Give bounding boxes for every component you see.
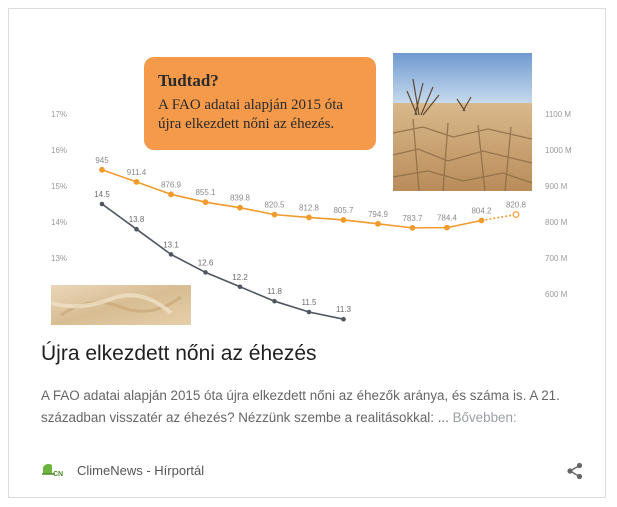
right-axis-tick: 1000 M (545, 146, 572, 155)
hunger-rate-point (134, 227, 139, 232)
hungry-count-label: 804.2 (471, 206, 492, 216)
did-you-know-callout (144, 57, 376, 150)
hungry-count-label: 794.9 (367, 209, 389, 219)
hungry-count-label: 839.8 (229, 193, 251, 203)
hungry-count-label: 820.8 (505, 200, 527, 210)
source-name[interactable]: ClimeNews - Hírportál (77, 463, 205, 478)
hungry-count-label: 945 (95, 155, 109, 165)
left-axis-tick: 13% (51, 254, 68, 263)
description-text: A FAO adatai alapján 2015 óta újra elkezdett nőni az éhezők aránya, és száma is. A 21. században visszatér az éhezés? Nézzünk szembe a realitásokkal: ... (41, 388, 560, 425)
left-axis-tick: 14% (51, 218, 68, 227)
hungry-count-point (513, 212, 519, 218)
hunger-rate-point (203, 270, 208, 275)
hungry-count-point (272, 212, 277, 217)
hunger-rate-label: 13.1 (163, 240, 179, 250)
hunger-rate-point (341, 317, 346, 322)
hungry-count-point (100, 168, 105, 173)
hungry-count-label: 812.8 (298, 203, 320, 213)
hungry-count-point (238, 205, 243, 210)
hunger-rate-label: 11.8 (267, 287, 282, 297)
article-card[interactable] (8, 8, 606, 498)
callout-title: Tudtad? (158, 71, 219, 90)
left-axis-tick: 17% (51, 110, 68, 119)
hunger-rate-label: 12.6 (197, 258, 214, 268)
hungry-count-label: 911.4 (126, 167, 147, 177)
hungry-count-point (376, 222, 381, 227)
callout-body: A FAO adatai alapján 2015 óta újra elkezdett nőni az éhezés. (158, 97, 344, 132)
hungry-count-point (341, 218, 346, 223)
hunger-rate-point (100, 202, 105, 207)
logo-text: CN (53, 471, 64, 478)
hungry-count-point (307, 215, 312, 220)
hungry-count-point (410, 226, 415, 231)
hungry-count-label: 784.4 (436, 213, 458, 223)
source-logo-icon (41, 460, 68, 480)
hungry-count-label: 855.1 (195, 188, 216, 198)
hungry-count-point (169, 192, 174, 197)
hungry-count-point (445, 225, 450, 230)
hungry-count-label: 783.7 (402, 213, 423, 223)
right-axis-tick: 700 M (545, 254, 568, 263)
hungry-count-label: 820.5 (264, 200, 285, 210)
hunger-rate-point (307, 310, 312, 315)
right-axis-tick: 900 M (545, 182, 568, 191)
desert-photo (393, 53, 532, 191)
hunger-rate-label: 12.2 (232, 272, 248, 282)
hunger-rate-point (169, 252, 174, 257)
hunger-rate-label: 13.8 (128, 215, 145, 225)
right-axis-tick: 1100 M (545, 110, 572, 119)
right-axis-tick: 800 M (545, 218, 568, 227)
hungry-count-point (134, 180, 139, 185)
hunger-rate-label: 11.3 (336, 305, 351, 315)
hunger-rate-label: 11.5 (301, 298, 317, 307)
left-axis-tick: 15% (51, 182, 68, 191)
share-icon[interactable] (565, 461, 585, 481)
article-description (41, 385, 581, 429)
hungry-count-point (203, 200, 208, 205)
hungry-count-label: 876.9 (160, 180, 182, 190)
rock-photo (51, 285, 191, 325)
hunger-rate-label: 14.5 (94, 190, 110, 199)
hungry-count-point (479, 218, 484, 223)
article-title[interactable]: Újra elkezdett nőni az éhezés (41, 342, 317, 365)
read-more-link[interactable]: Bővebben: (452, 410, 517, 425)
hungry-count-label: 805.7 (333, 205, 354, 215)
hunger-rate-point (272, 299, 277, 304)
left-axis-tick: 16% (51, 146, 68, 155)
right-axis-tick: 600 M (545, 290, 568, 299)
hunger-rate-point (238, 285, 243, 290)
hero-image[interactable] (37, 45, 572, 315)
